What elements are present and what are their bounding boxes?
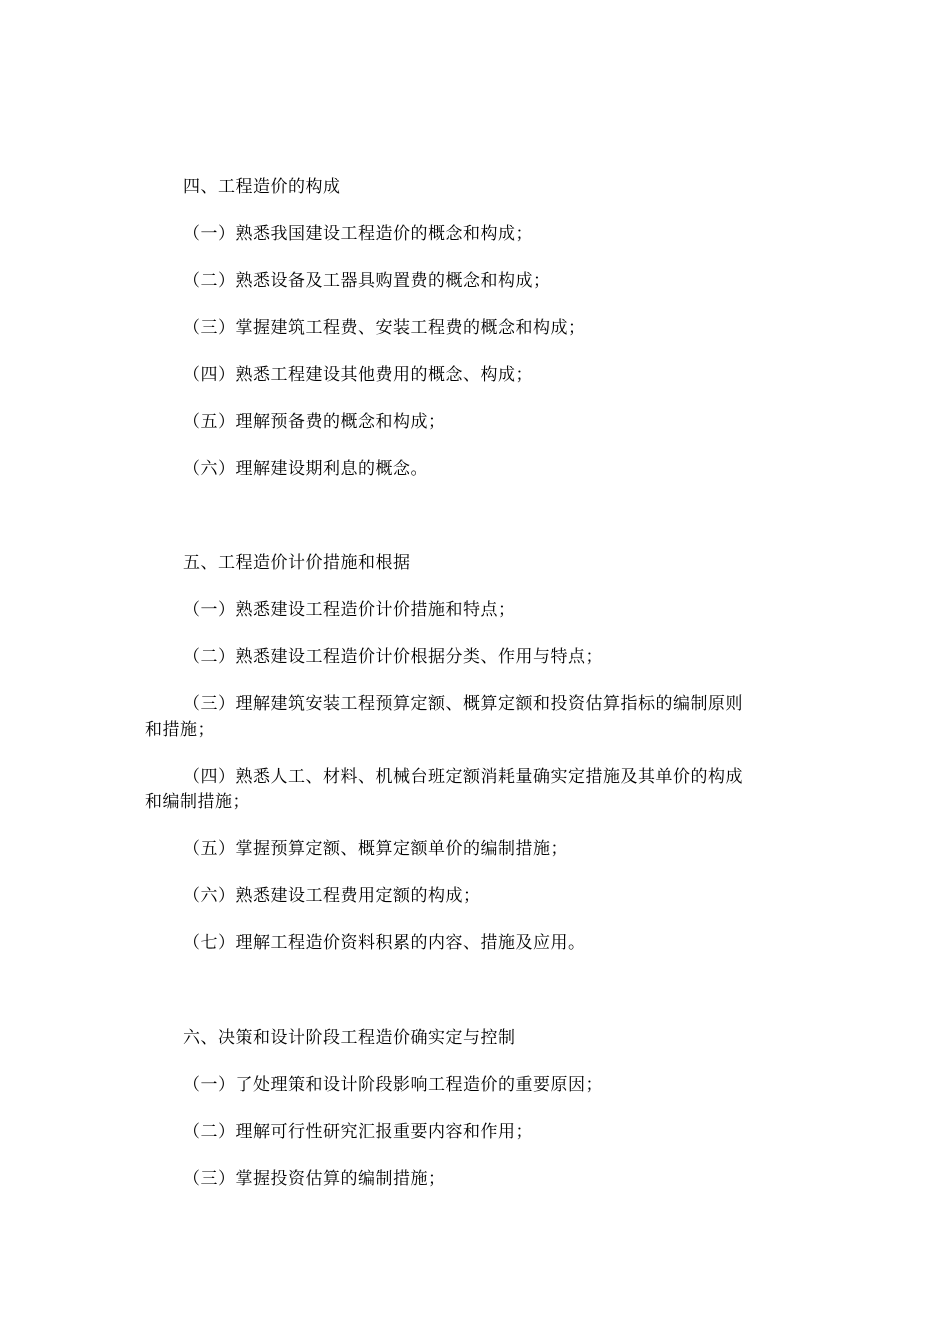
list-item: （六）熟悉建设工程费用定额的构成； xyxy=(183,886,481,906)
list-item-continuation: 和措施； xyxy=(145,720,215,740)
list-item: （一）了处理策和设计阶段影响工程造价的重要原因； xyxy=(183,1075,603,1095)
list-item: （二）理解可行性研究汇报重要内容和作用； xyxy=(183,1122,533,1142)
list-item-continuation: 和编制措施； xyxy=(145,792,250,812)
list-item: （二）熟悉建设工程造价计价根据分类、作用与特点； xyxy=(183,647,603,667)
list-item: （四）熟悉人工、材料、机械台班定额消耗量确实定措施及其单价的构成 xyxy=(183,767,743,787)
list-item: （一）熟悉建设工程造价计价措施和特点； xyxy=(183,600,516,620)
section-heading: 四、工程造价的构成 xyxy=(183,177,341,197)
list-item: （七）理解工程造价资料积累的内容、措施及应用。 xyxy=(183,933,586,953)
list-item: （五）理解预备费的概念和构成； xyxy=(183,412,446,432)
list-item: （三）理解建筑安装工程预算定额、概算定额和投资估算指标的编制原则 xyxy=(183,694,743,714)
list-item: （六）理解建设期利息的概念。 xyxy=(183,459,428,479)
list-item: （四）熟悉工程建设其他费用的概念、构成； xyxy=(183,365,533,385)
list-item: （五）掌握预算定额、概算定额单价的编制措施； xyxy=(183,839,568,859)
section-heading: 五、工程造价计价措施和根据 xyxy=(183,553,411,573)
section-heading: 六、决策和设计阶段工程造价确实定与控制 xyxy=(183,1028,516,1048)
list-item: （二）熟悉设备及工器具购置费的概念和构成； xyxy=(183,271,551,291)
list-item: （三）掌握投资估算的编制措施； xyxy=(183,1169,446,1189)
list-item: （三）掌握建筑工程费、安装工程费的概念和构成； xyxy=(183,318,586,338)
list-item: （一）熟悉我国建设工程造价的概念和构成； xyxy=(183,224,533,244)
